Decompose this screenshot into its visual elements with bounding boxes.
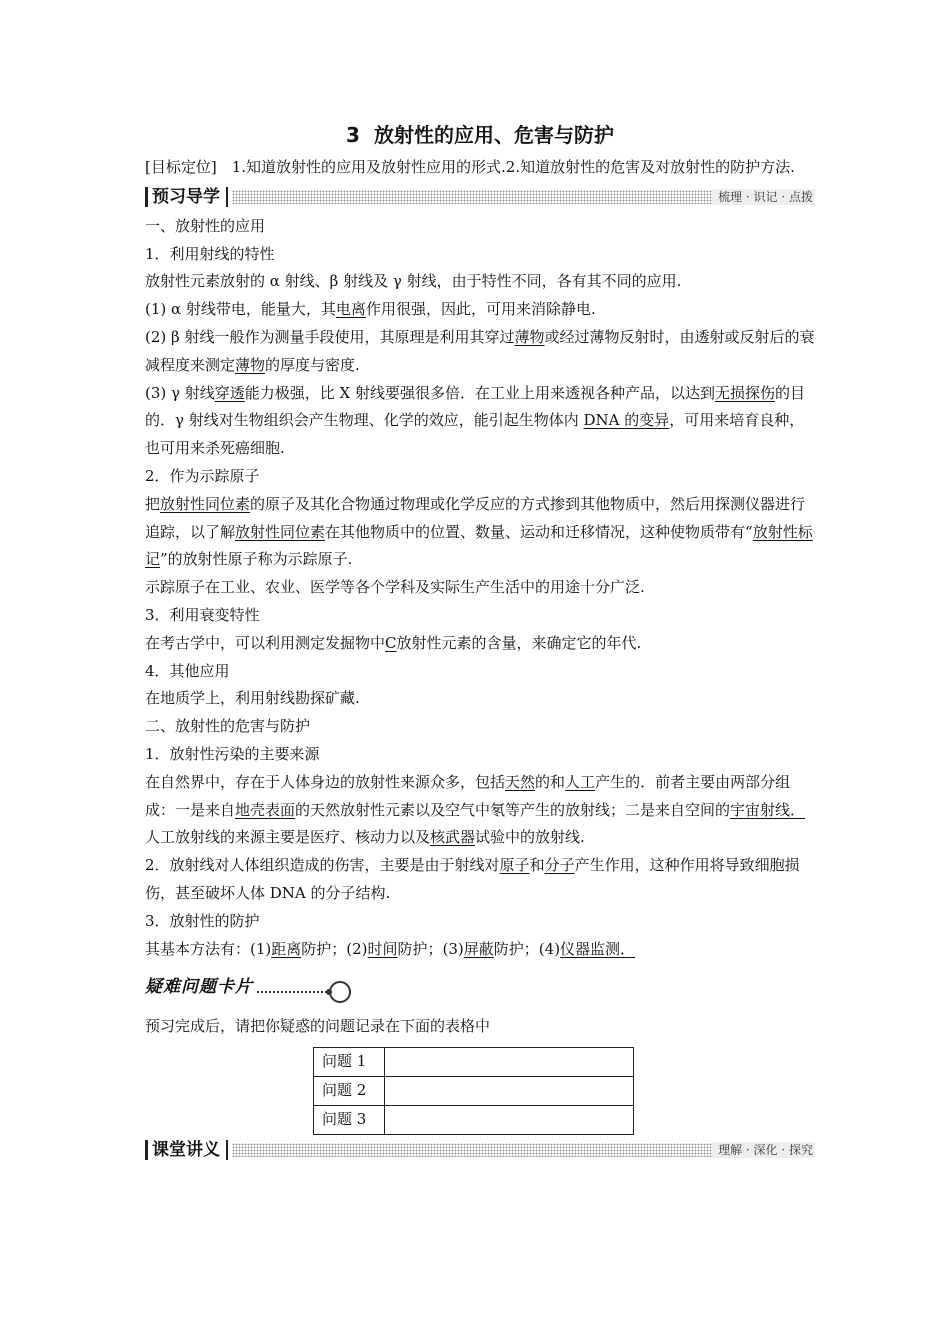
question-label: 问题 2 (314, 1077, 385, 1106)
question-table (313, 1047, 634, 1135)
paragraph-tracer-usage: 示踪原子在工业、农业、医学等各个学科及实际生产生活中的用途十分广泛. (145, 578, 645, 597)
paragraph-ray-intro: 放射性元素放射的 α 射线、β 射线及 γ 射线，由于特性不同，各有其不同的应用. (145, 272, 682, 291)
paragraph-beta: (2) β 射线一般作为测量手段使用，其原理是利用其穿过薄物或经过薄物反射时，由透射或反射后的衰减程度来测定薄物的厚度与密度. (145, 327, 815, 374)
paragraph-gamma: (3) γ 射线穿透能力极强，比 X 射线要强很多倍．在工业上用来透视各种产品，以达到无损探伤的目的．γ 射线对生物组织会产生物理、化学的效应，能引起生物体内 DNA 的变异，可用来培育良种，也可用来杀死癌细胞. (145, 383, 806, 458)
paragraph-protection: 其基本方法有：(1)距离防护；(2)时间防护；(3)屏蔽防护；(4)仪器监测． (145, 939, 636, 958)
dotted-leader (257, 991, 327, 993)
question-answer-cell[interactable] (385, 1106, 634, 1135)
question-label: 问题 1 (314, 1048, 385, 1077)
subheading-sources: 1．放射性污染的主要来源 (145, 744, 320, 763)
paragraph-sources: 在自然界中，存在于人体身边的放射性来源众多，包括天然的和人工产生的．前者主要由两部分组成：一是来自地壳表面的天然放射性元素以及空气中氡等产生的放射线；二是来自空间的宇宙射线．人工放射线的来源主要是医疗、核动力以及核武器试验中的放射线. (145, 772, 806, 847)
paragraph-decay: 在考古学中，可以利用测定发掘物中C放射性元素的含量，来确定它的年代. (145, 633, 642, 652)
subheading-decay: 3．利用衰变特性 (145, 605, 260, 624)
subheading-tracer: 2．作为示踪原子 (145, 466, 260, 485)
heading-applications: 一、放射性的应用 (145, 216, 266, 235)
paragraph-other: 在地质学上，利用射线勘探矿藏. (145, 689, 360, 708)
table-row (314, 1106, 634, 1135)
title-text: 放射性的应用、危害与防护 (373, 123, 614, 147)
title-number: 3 (346, 123, 360, 147)
section-bar-preview (145, 186, 815, 208)
document-page (145, 120, 815, 1166)
subheading-ray-properties: 1．利用射线的特性 (145, 244, 275, 263)
subheading-protection: 3．放射性的防护 (145, 911, 260, 930)
question-answer-cell[interactable] (385, 1077, 634, 1106)
paragraph-tracer: 把放射性同位素的原子及其化合物通过物理或化学反应的方式掺到其他物质中，然后用探测仪器进行追踪，以了解放射性同位素在其他物质中的位置、数量、运动和迁移情况，这种使物质带有“放射性标记”的放射性原子称为示踪原子. (145, 494, 813, 569)
question-label: 问题 3 (314, 1106, 385, 1135)
table-row (314, 1048, 634, 1077)
section-bar-label: 课堂讲义 (145, 1140, 228, 1160)
question-card-instruction: 预习完成后，请把你疑惑的问题记录在下面的表格中 (145, 1017, 491, 1036)
heading-hazards: 二、放射性的危害与防护 (145, 717, 311, 736)
question-answer-cell[interactable] (385, 1048, 634, 1077)
section-bar-tag: 梳理 · 识记 · 点拨 (712, 189, 815, 205)
section-bar-label: 预习导学 (145, 187, 228, 207)
dotted-fill (232, 1143, 712, 1157)
dotted-fill (232, 190, 712, 204)
paragraph-alpha: (1) α 射线带电，能量大，其电离作用很强，因此，可用来消除静电. (145, 300, 596, 319)
section-bar-lecture (145, 1139, 815, 1161)
circle-icon (329, 981, 351, 1003)
learning-goal: [目标定位] 1.知道放射性的应用及放射性应用的形式.2.知道放射性的危害及对放射性的防护方法. (145, 158, 795, 176)
page-title (145, 120, 815, 150)
table-row (314, 1077, 634, 1106)
section-bar-tag: 理解 · 深化 · 探究 (712, 1142, 815, 1158)
subheading-other: 4．其他应用 (145, 661, 230, 680)
paragraph-damage: 2．放射线对人体组织造成的伤害，主要是由于射线对原子和分子产生作用，这种作用将导致细胞损伤，甚至破坏人体 DNA 的分子结构. (145, 856, 800, 902)
question-card-label: 疑难问题卡片 (145, 977, 253, 998)
question-card-header (145, 973, 815, 1003)
